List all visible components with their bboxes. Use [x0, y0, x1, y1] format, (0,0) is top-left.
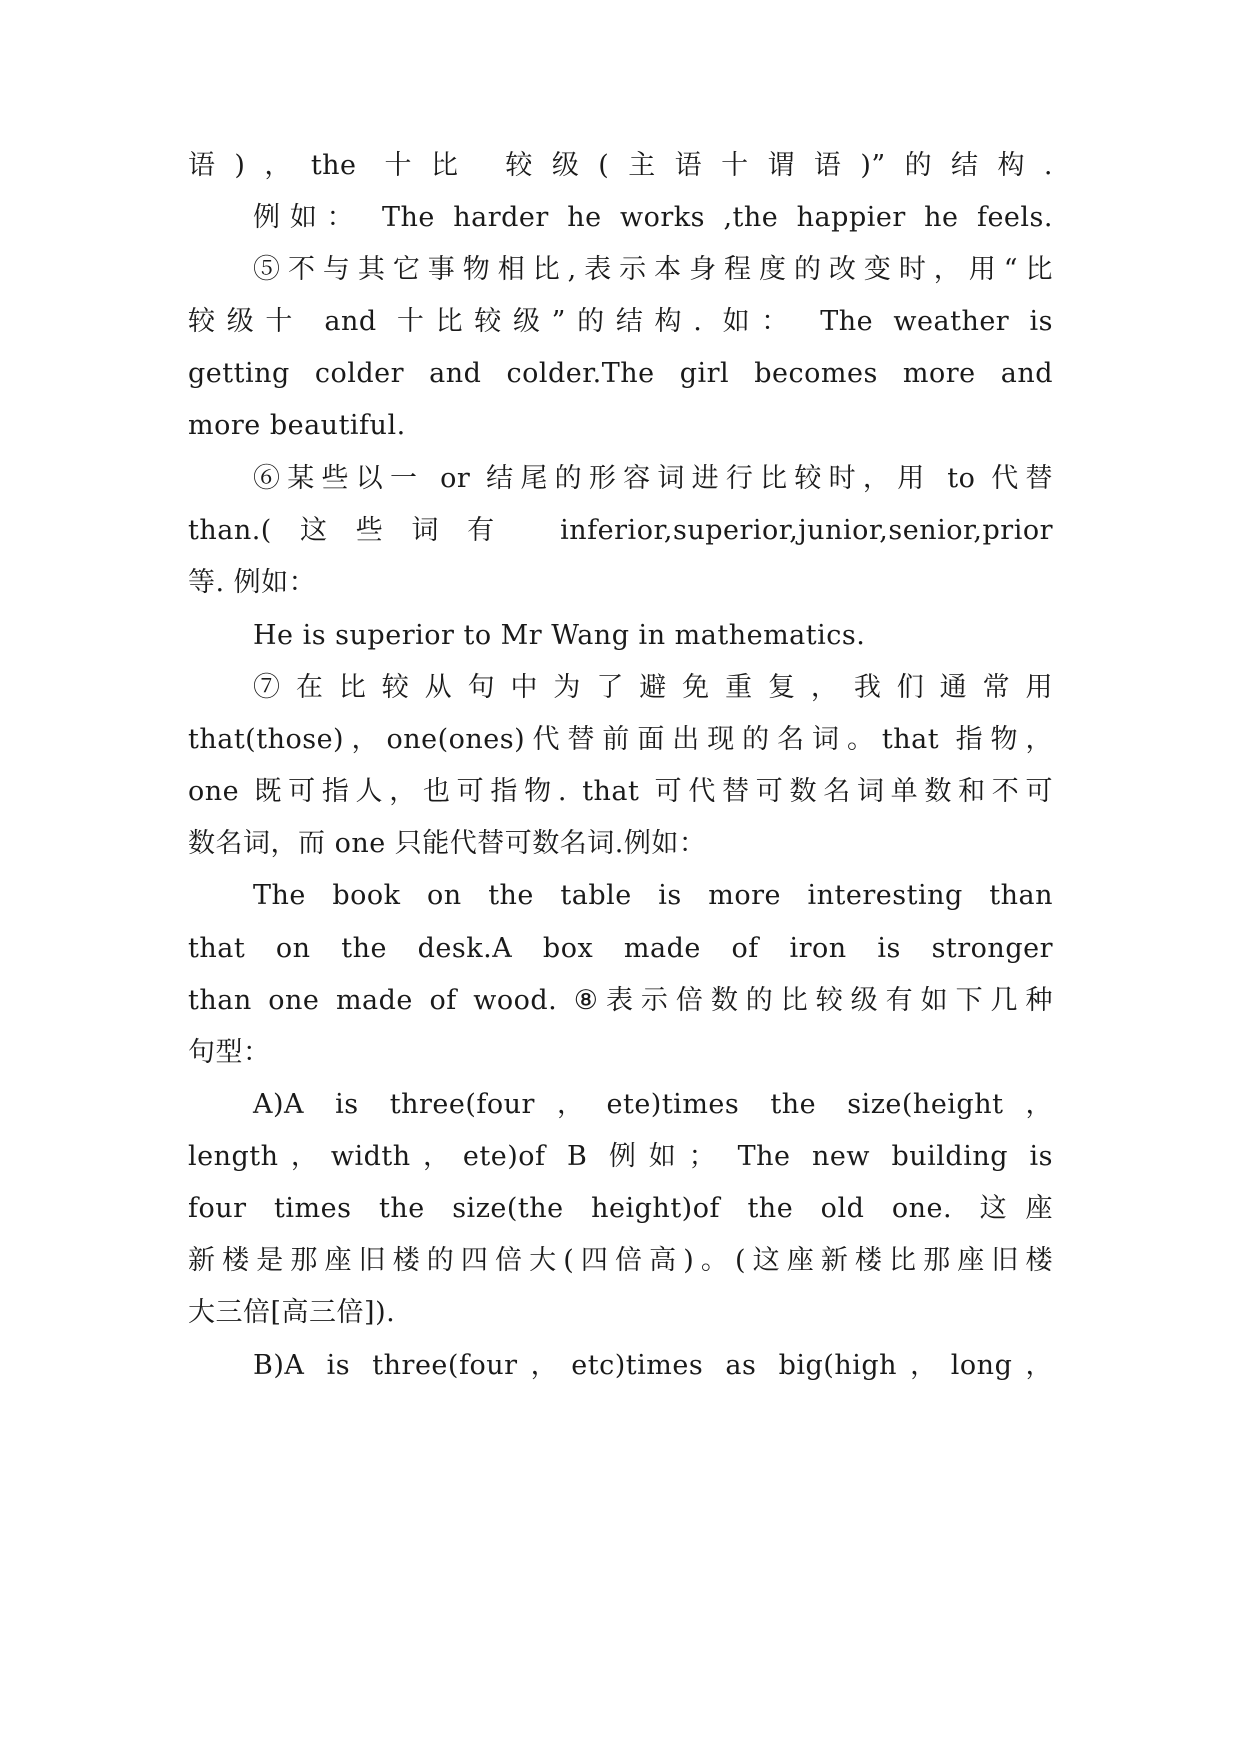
text-line: length，width，ete)of B 例如； The new building is: [188, 1141, 1053, 1172]
text-line: that(those)，one(ones)代替前面出现的名词。that 指物，: [188, 724, 1053, 755]
text-line: than one made of wood. ⑧表示倍数的比较级有如下几种: [188, 985, 1053, 1016]
text-line: 较级十 and 十比较级”的结构. 如： The weather is: [188, 306, 1053, 337]
text-line: getting colder and colder.The girl becomes more and: [188, 358, 1053, 389]
text-line: The book on the table is more interesting than: [253, 880, 1053, 911]
text-line: 语)，the 十比 较级(主语十谓语)”的结构.: [188, 150, 1053, 181]
text-line: 句型：: [188, 1037, 271, 1068]
text-line: A)A is three(four，ete)times the size(height，: [253, 1089, 1053, 1120]
text-line: that on the desk.A box made of iron is stronger: [188, 933, 1053, 964]
text-line: one 既可指人，也可指物. that 可代替可数名词单数和不可: [188, 776, 1053, 807]
text-line: He is superior to Mr Wang in mathematics.: [253, 620, 866, 651]
text-line: 大三倍[高三倍]).: [188, 1297, 396, 1328]
text-line: ⑥某些以一 or 结尾的形容词进行比较时，用 to 代替: [253, 463, 1053, 494]
text-line: 新楼是那座旧楼的四倍大(四倍高)。(这座新楼比那座旧楼: [188, 1245, 1053, 1276]
text-line: than.(这些词有 inferior,superior,junior,senior,prior: [188, 515, 1053, 546]
text-line: ⑤不与其它事物相比,表示本身程度的改变时，用“比: [253, 254, 1053, 285]
text-line: 数名词，而 one 只能代替可数名词.例如：: [188, 828, 707, 859]
text-line: B)A is three(four，etc)times as big(high，long，: [253, 1350, 1053, 1381]
text-line: 等. 例如：: [188, 567, 317, 598]
text-line: more beautiful.: [188, 410, 406, 441]
text-line: four times the size(the height)of the old one. 这座: [188, 1193, 1053, 1224]
text-line: ⑦在比较从句中为了避免重复，我们通常用: [253, 672, 1053, 703]
text-line: 例如： The harder he works ,the happier he feels.: [253, 202, 1053, 233]
